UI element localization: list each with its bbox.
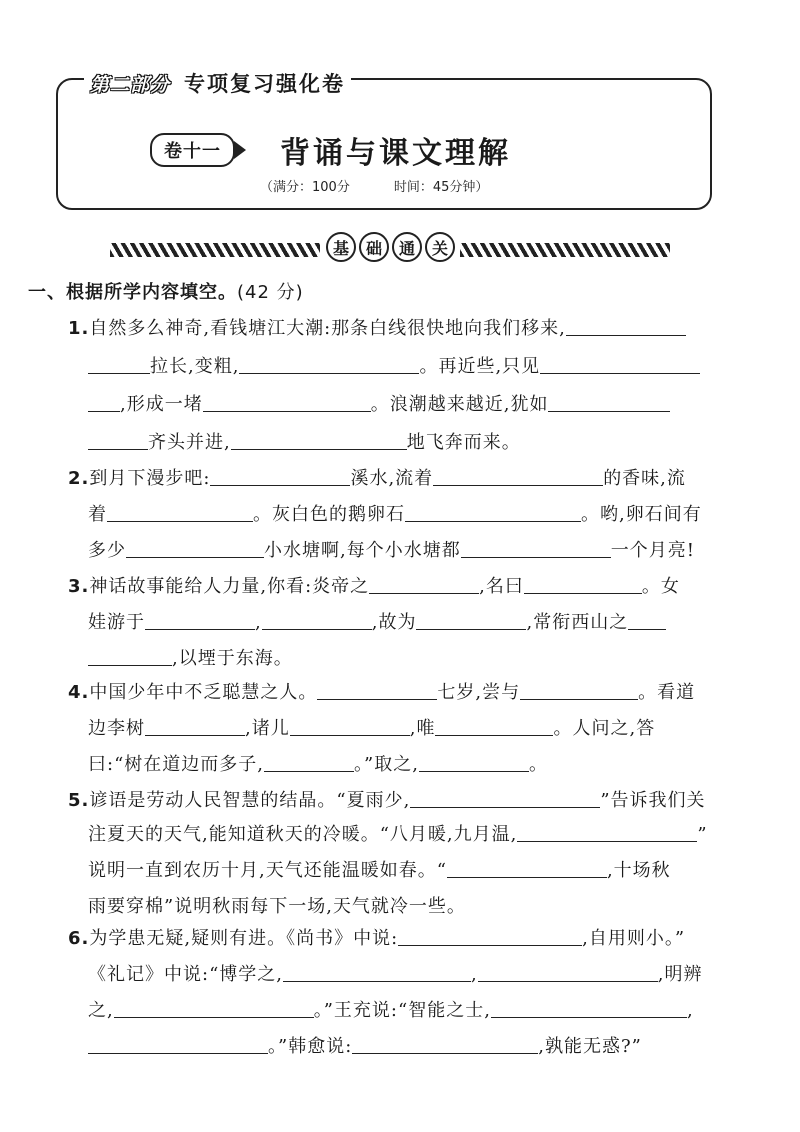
item-text: ,明辨 (657, 964, 703, 985)
item-text: 。 (528, 754, 548, 775)
item-6-line-1 (68, 924, 685, 954)
answer-blank[interactable] (433, 464, 603, 486)
answer-blank[interactable] (352, 1032, 538, 1054)
item-text: ,名曰 (479, 576, 524, 597)
banner-char: 关 (425, 232, 455, 262)
item-text: , (686, 1000, 694, 1021)
answer-blank[interactable] (203, 390, 371, 412)
item-3-line-3 (88, 644, 293, 674)
item-text: 一个月亮! (610, 540, 695, 561)
item-text: ,诸儿 (245, 718, 290, 739)
item-1-line-3 (88, 390, 670, 420)
item-2-line-3 (88, 536, 695, 566)
item-number: 3. (68, 576, 90, 597)
section-banner (110, 232, 670, 268)
item-text: 谚语是劳动人民智慧的结晶。“夏雨少, (89, 790, 411, 811)
item-text: 注夏天的天气,能知道秋天的冷暖。“八月暖,九月温, (88, 824, 518, 845)
answer-blank[interactable] (548, 390, 670, 412)
item-text: 多少 (88, 540, 126, 561)
answer-blank[interactable] (517, 820, 697, 842)
banner-char: 通 (392, 232, 422, 262)
item-text: 。女 (641, 576, 680, 597)
answer-blank[interactable] (398, 924, 582, 946)
item-2-line-1 (68, 464, 686, 494)
volume-heading (150, 128, 511, 172)
banner-char: 础 (359, 232, 389, 262)
item-text: ” (697, 824, 708, 845)
item-number: 1. (68, 318, 90, 339)
banner-stripe-left (110, 243, 320, 257)
item-text: 。看道 (638, 682, 696, 703)
answer-blank[interactable] (114, 996, 314, 1018)
item-text: 七岁,尝与 (437, 682, 521, 703)
time-limit: 时间：45分钟） (393, 180, 489, 195)
answer-blank[interactable] (88, 644, 172, 666)
answer-blank[interactable] (145, 608, 255, 630)
answer-blank[interactable] (447, 856, 607, 878)
banner-char: 基 (326, 232, 356, 262)
item-text: 自然多么神奇,看钱塘江大潮:那条白线很快地向我们移来, (89, 318, 566, 339)
item-5-line-2 (88, 820, 708, 850)
item-text: 到月下漫步吧: (89, 468, 211, 489)
answer-blank[interactable] (88, 352, 150, 374)
item-text: 曰:“树在道边而多子, (88, 754, 264, 775)
part-title: 专项复习强化卷 (184, 72, 346, 96)
item-text: ,形成一堵 (120, 394, 203, 415)
answer-blank[interactable] (369, 572, 479, 594)
item-text: ,常衔西山之 (526, 612, 629, 633)
answer-blank[interactable] (264, 750, 354, 772)
part-heading (84, 68, 351, 98)
item-4-line-3 (88, 750, 548, 780)
answer-blank[interactable] (410, 786, 600, 808)
item-1-line-4 (88, 428, 521, 458)
item-1-line-2 (88, 352, 700, 382)
item-text: 。浪潮越来越近,犹如 (370, 394, 549, 415)
item-text: 娃游于 (88, 612, 145, 633)
answer-blank[interactable] (435, 714, 553, 736)
item-text: 之, (88, 1000, 114, 1021)
item-text: ,十场秋 (606, 860, 671, 881)
item-4-line-2 (88, 714, 655, 744)
item-6-line-4 (88, 1032, 642, 1062)
item-text: ,自用则小。” (582, 928, 686, 949)
item-text: 。灰白色的鹅卵石 (253, 504, 405, 525)
item-5-line-3 (88, 856, 671, 886)
answer-blank[interactable] (405, 500, 581, 522)
answer-blank[interactable] (317, 678, 437, 700)
item-text: 雨要穿棉”说明秋雨每下一场,天气就冷一些。 (88, 896, 466, 917)
banner-title (326, 232, 455, 262)
item-text: 边李树 (88, 718, 145, 739)
item-6-line-2 (88, 960, 702, 990)
item-text: , (471, 964, 478, 985)
item-text: ,唯 (409, 718, 436, 739)
item-text: 说明一直到农历十月,天气还能温暖如春。“ (88, 860, 447, 881)
item-text: 。”王充说:“智能之士, (313, 1000, 491, 1021)
item-text: 《礼记》中说:“博学之, (88, 964, 283, 985)
item-6-line-3 (88, 996, 694, 1026)
exam-meta (260, 176, 488, 195)
item-text: 为学患无疑,疑则有进。《尚书》中说: (89, 928, 399, 949)
answer-blank[interactable] (126, 536, 264, 558)
answer-blank[interactable] (88, 390, 120, 412)
answer-blank[interactable] (145, 714, 245, 736)
full-score: （满分：100分 (260, 180, 350, 195)
volume-tag: 卷十一 (150, 133, 235, 167)
item-text: 地飞奔而来。 (406, 432, 521, 453)
answer-blank[interactable] (283, 960, 471, 982)
answer-blank[interactable] (461, 536, 611, 558)
item-text: ,故为 (371, 612, 417, 633)
item-5-line-1 (68, 786, 706, 816)
answer-blank[interactable] (491, 996, 687, 1018)
answer-blank[interactable] (210, 464, 350, 486)
arrow-icon (234, 141, 246, 159)
item-text: , (255, 612, 262, 633)
item-number: 2. (68, 468, 90, 489)
question-group-label: 一、根据所学内容填空。 (28, 282, 237, 303)
item-text: 着 (88, 504, 107, 525)
item-text: 。再近些,只见 (419, 356, 541, 377)
answer-blank[interactable] (107, 500, 253, 522)
answer-blank[interactable] (290, 714, 410, 736)
answer-blank[interactable] (231, 428, 407, 450)
item-number: 5. (68, 790, 90, 811)
item-text: 。人问之,答 (553, 718, 656, 739)
item-text: 溪水,流着 (350, 468, 434, 489)
item-text: ,以堙于东海。 (172, 648, 293, 669)
item-5-line-4 (88, 892, 466, 922)
part-label: 第二部分 (90, 73, 171, 96)
item-text: 齐头并进, (148, 432, 231, 453)
answer-blank[interactable] (566, 314, 686, 336)
item-number: 4. (68, 682, 90, 703)
item-number: 6. (68, 928, 90, 949)
item-text: 。”韩愈说: (268, 1036, 353, 1057)
item-4-line-1 (68, 678, 695, 708)
item-text: 拉长,变粗, (150, 356, 240, 377)
item-text: ,孰能无惑?” (538, 1036, 642, 1057)
item-text: 中国少年中不乏聪慧之人。 (89, 682, 318, 703)
item-text: 。哟,卵石间有 (581, 504, 702, 525)
answer-blank[interactable] (239, 352, 419, 374)
item-3-line-1 (68, 572, 680, 602)
item-text: 小水塘啊,每个小水塘都 (264, 540, 461, 561)
answer-blank[interactable] (419, 750, 529, 772)
answer-blank[interactable] (540, 352, 700, 374)
item-text: 神话故事能给人力量,你看:炎帝之 (89, 576, 370, 597)
item-2-line-2 (88, 500, 702, 530)
answer-blank[interactable] (628, 608, 666, 630)
answer-blank[interactable] (416, 608, 526, 630)
item-text: 。”取之, (354, 754, 419, 775)
answer-blank[interactable] (478, 960, 658, 982)
question-group-points: (42 分) (237, 282, 304, 303)
answer-blank[interactable] (88, 1032, 268, 1054)
item-1-line-1 (68, 314, 686, 344)
item-text: ”告诉我们关 (600, 790, 706, 811)
banner-stripe-right (460, 243, 670, 257)
answer-blank[interactable] (88, 428, 148, 450)
item-3-line-2 (88, 608, 666, 638)
answer-blank[interactable] (262, 608, 372, 630)
question-group-title (28, 278, 304, 304)
answer-blank[interactable] (524, 572, 642, 594)
answer-blank[interactable] (520, 678, 638, 700)
volume-title: 背诵与课文理解 (280, 136, 511, 171)
item-text: 的香味,流 (603, 468, 686, 489)
